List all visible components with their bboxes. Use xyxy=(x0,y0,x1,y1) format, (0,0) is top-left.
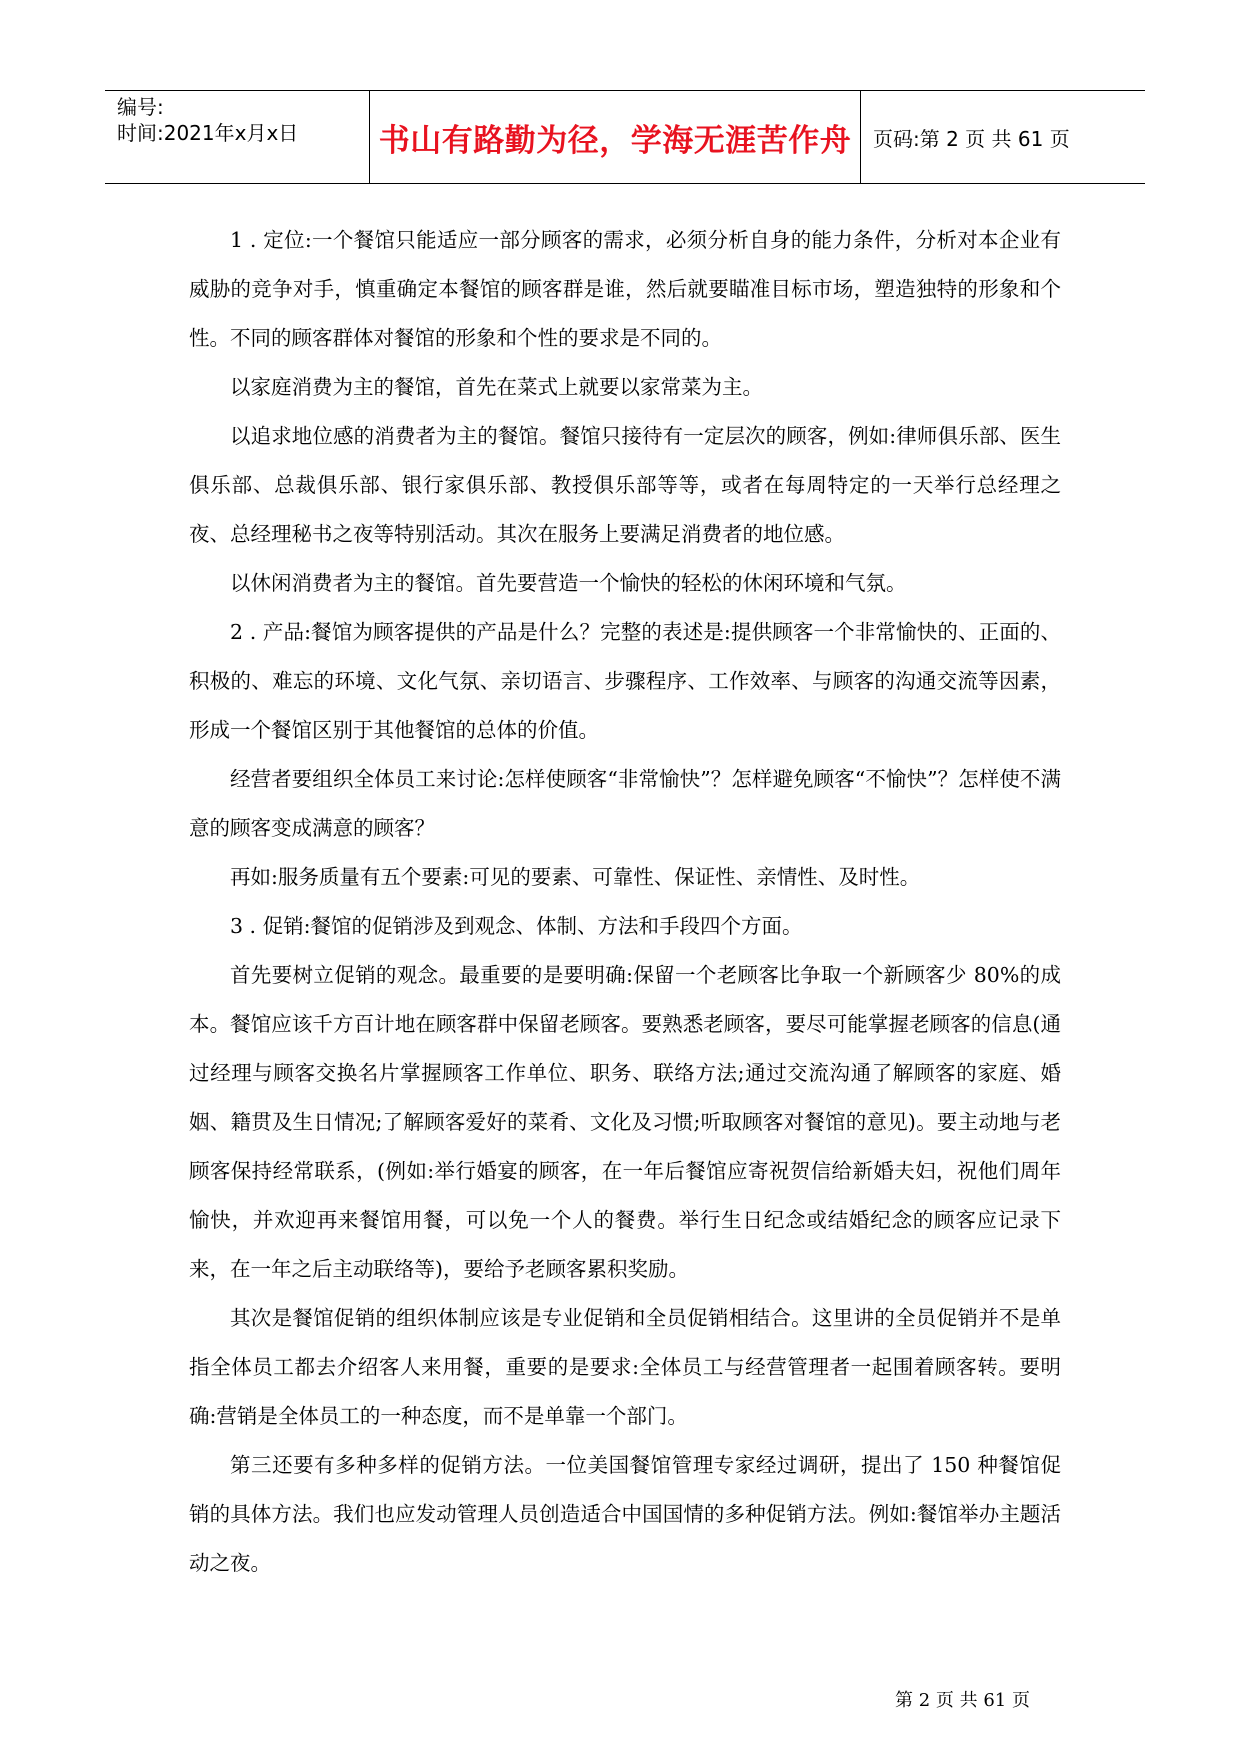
paragraph: 第三还要有多种多样的促销方法。一位美国餐馆管理专家经过调研，提出了 150 种餐馆促销的具体方法。我们也应发动管理人员创造适合中国国情的多种促销方法。例如:餐馆举办主题活动之夜。 xyxy=(189,1453,1061,1575)
paragraph: 其次是餐馆促销的组织体制应该是专业促销和全员促销相结合。这里讲的全员促销并不是单指全体员工都去介绍客人来用餐，重要的是要求:全体员工与经营管理者一起围着顾客转。要明确:营销是全体员工的一种态度，而不是单靠一个部门。 xyxy=(189,1306,1061,1428)
paragraph: 2 . 产品:餐馆为顾客提供的产品是什么？完整的表述是:提供顾客一个非常愉快的、正面的、积极的、难忘的环境、文化气氛、亲切语言、步骤程序、工作效率、与顾客的沟通交流等因素，形成一个餐馆区别于其他餐馆的总体的价值。 xyxy=(189,620,1061,742)
paragraph: 首先要树立促销的观念。最重要的是要明确:保留一个老顾客比争取一个新顾客少 80%的成本。餐馆应该千方百计地在顾客群中保留老顾客。要熟悉老顾客，要尽可能掌握老顾客的信息(通过经理与顾客交换名片掌握顾客工作单位、职务、联络方法;通过交流沟通了解顾客的家庭、婚姻、籍贯及生日情况;了解顾客爱好的菜肴、文化及习惯;听取顾客对餐馆的意见)。要主动地与老顾客保持经常联系，(例如:举行婚宴的顾客，在一年后餐馆应寄祝贺信给新婚夫妇，祝他们周年愉快，并欢迎再来餐馆用餐，可以免一个人的餐费。举行生日纪念或结婚纪念的顾客应记录下来，在一年之后主动联络等)，要给予老顾客累积奖励。 xyxy=(189,963,1061,1281)
header-page-cell xyxy=(861,91,1145,183)
page-footer: 第 2 页 共 61 页 xyxy=(895,1690,1030,1711)
header-motto-cell xyxy=(370,91,861,183)
paragraph: 再如:服务质量有五个要素:可见的要素、可靠性、保证性、亲情性、及时性。 xyxy=(230,865,921,889)
document-number-label: 编号: xyxy=(117,95,164,119)
document-body xyxy=(189,216,1061,1588)
document-header xyxy=(105,90,1145,184)
header-page-code: 页码:第 2 页 共 61 页 xyxy=(873,126,1070,151)
paragraph: 以追求地位感的消费者为主的餐馆。餐馆只接待有一定层次的顾客，例如:律师俱乐部、医生俱乐部、总裁俱乐部、银行家俱乐部、教授俱乐部等等，或者在每周特定的一天举行总经理之夜、总经理秘书之夜等特别活动。其次在服务上要满足消费者的地位感。 xyxy=(189,424,1061,546)
header-info-cell xyxy=(105,91,370,183)
header-motto: 书山有路勤为径，学海无涯苦作舟 xyxy=(378,122,852,159)
paragraph: 以休闲消费者为主的餐馆。首先要营造一个愉快的轻松的休闲环境和气氛。 xyxy=(230,571,907,595)
paragraph: 3 . 促销:餐馆的促销涉及到观念、体制、方法和手段四个方面。 xyxy=(230,914,803,938)
paragraph: 经营者要组织全体员工来讨论:怎样使顾客“非常愉快”？怎样避免顾客“不愉快”？怎样使不满意的顾客变成满意的顾客？ xyxy=(189,767,1061,840)
paragraph: 以家庭消费为主的餐馆，首先在菜式上就要以家常菜为主。 xyxy=(230,375,763,399)
document-time-label: 时间:2021年x月x日 xyxy=(117,121,299,145)
paragraph: 1 . 定位:一个餐馆只能适应一部分顾客的需求，必须分析自身的能力条件，分析对本企业有威胁的竞争对手，慎重确定本餐馆的顾客群是谁，然后就要瞄准目标市场，塑造独特的形象和个性。不同的顾客群体对餐馆的形象和个性的要求是不同的。 xyxy=(189,228,1061,350)
